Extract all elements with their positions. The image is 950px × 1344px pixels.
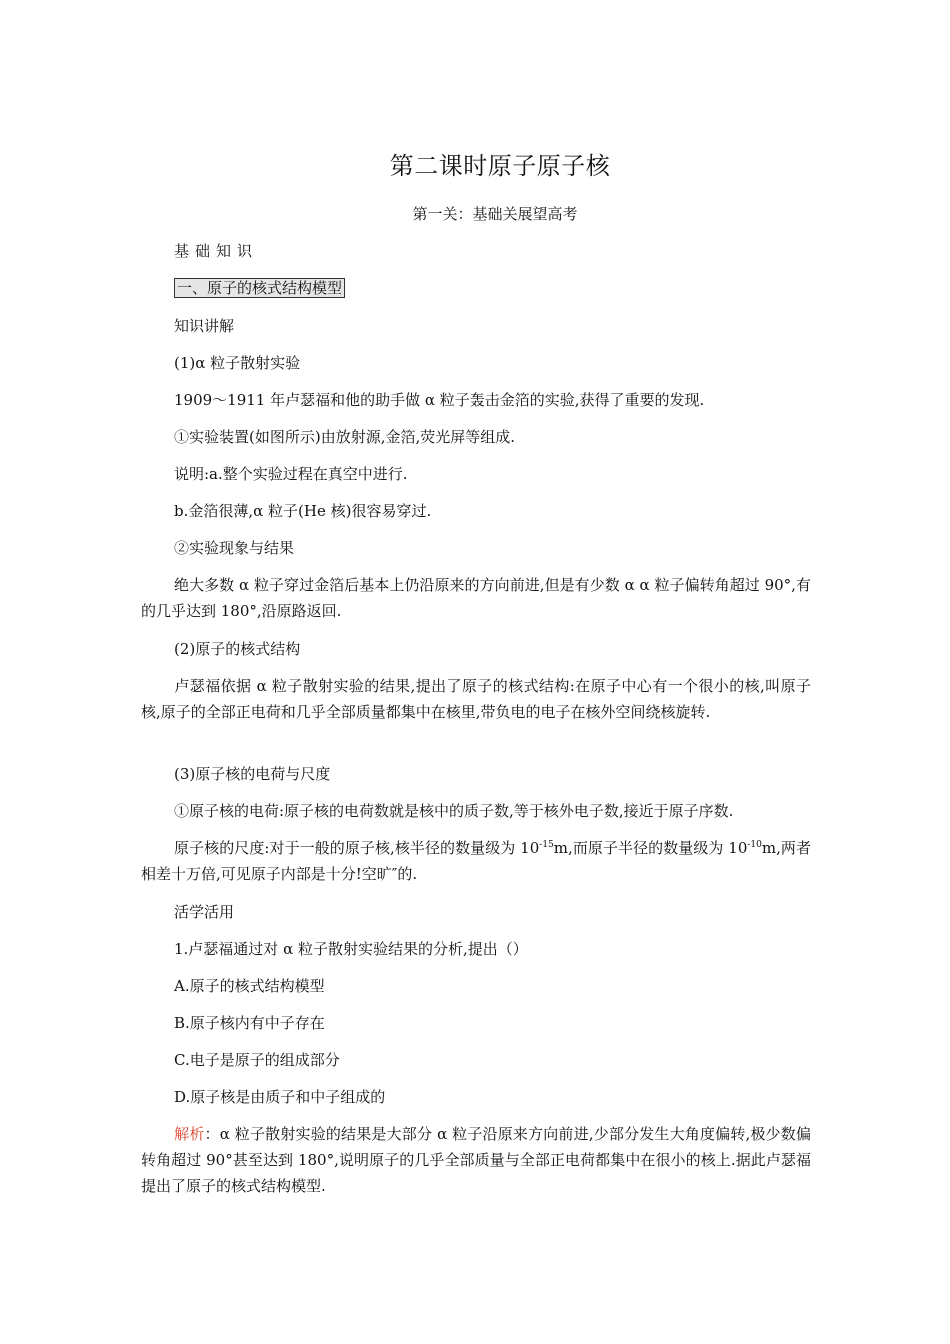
item1-result-heading: ②实验现象与结果 [174,539,295,557]
knowledge-label: 知识讲解 [174,317,235,335]
item3-title: (3)原子核的电荷与尺度 [174,765,331,783]
item2-text: 卢瑟福依据 α 粒子散射实验的结果,提出了原子的核式结构:在原子中心有一个很小的核,叫原子核,原子的全部正电荷和几乎全部质量都集中在核里,带负电的电子在核外空间绕核旋转. [141,677,811,721]
item3-scale-text-2: m,而原子半径的数量级为 10 [553,839,748,857]
item3-charge: ①原子核的电荷:原子核的电荷数就是核中的质子数,等于核外电子数,接近于原子序数. [174,802,734,820]
analysis-label: 解析 [174,1125,205,1143]
option-b: B.原子核内有中子存在 [174,1014,325,1032]
item1-title: (1)α 粒子散射实验 [174,354,301,372]
analysis-text: ：α 粒子散射实验的结果是大部分 α 粒子沿原来方向前进,少部分发生大角度偏转,极少数偏转角超过 90°甚至达到 180°,说明原子的几乎全部质量与全部正电荷都集中在很小的核上.据此卢瑟福提出了原子的核式结构模型. [141,1125,811,1195]
option-a: A.原子的核式结构模型 [174,977,325,995]
exponent-1: -15 [539,840,554,850]
item1-note-a: 说明:a.整个实验过程在真空中进行. [174,465,408,483]
exponent-2: -10 [747,840,762,850]
option-d: D.原子核是由质子和中子组成的 [174,1088,386,1106]
question-1: 1.卢瑟福通过对 α 粒子散射实验结果的分析,提出（） [174,940,528,958]
analysis-paragraph [141,1121,811,1199]
heading-nuclear-model [174,277,345,298]
item1-apparatus: ①实验装置(如图所示)由放射源,金箔,荧光屏等组成. [174,428,516,446]
practice-label: 活学活用 [174,903,235,921]
item3-scale-text-1: 原子核的尺度:对于一般的原子核,核半径的数量级为 10 [174,839,540,857]
option-c: C.电子是原子的组成部分 [174,1051,340,1069]
item2-paragraph [141,673,811,725]
item1-result-paragraph [141,572,811,624]
item3-scale-text-3: m,两者相差十万倍,可见原子内部是十分!空旷″的. [141,839,811,883]
item1-note-b: b.金箔很薄,α 粒子(He 核)很容易穿过. [174,502,432,520]
item1-result-text: 绝大多数 α 粒子穿过金箔后基本上仍沿原来的方向前进,但是有少数 α α 粒子偏转角超过 90°,有的几乎达到 180°,沿原路返回. [141,576,811,620]
heading-box: 一、原子的核式结构模型 [174,278,345,298]
item3-scale-paragraph [141,835,811,887]
page-subtitle: 第一关：基础关展望高考 [412,205,578,223]
page-title: 第二课时原子原子核 [389,152,611,180]
section-basic-knowledge: 基础知识 [174,242,259,260]
item2-title: (2)原子的核式结构 [174,640,301,658]
item1-text: 1909～1911 年卢瑟福和他的助手做 α 粒子轰击金箔的实验,获得了重要的发现. [174,391,705,409]
